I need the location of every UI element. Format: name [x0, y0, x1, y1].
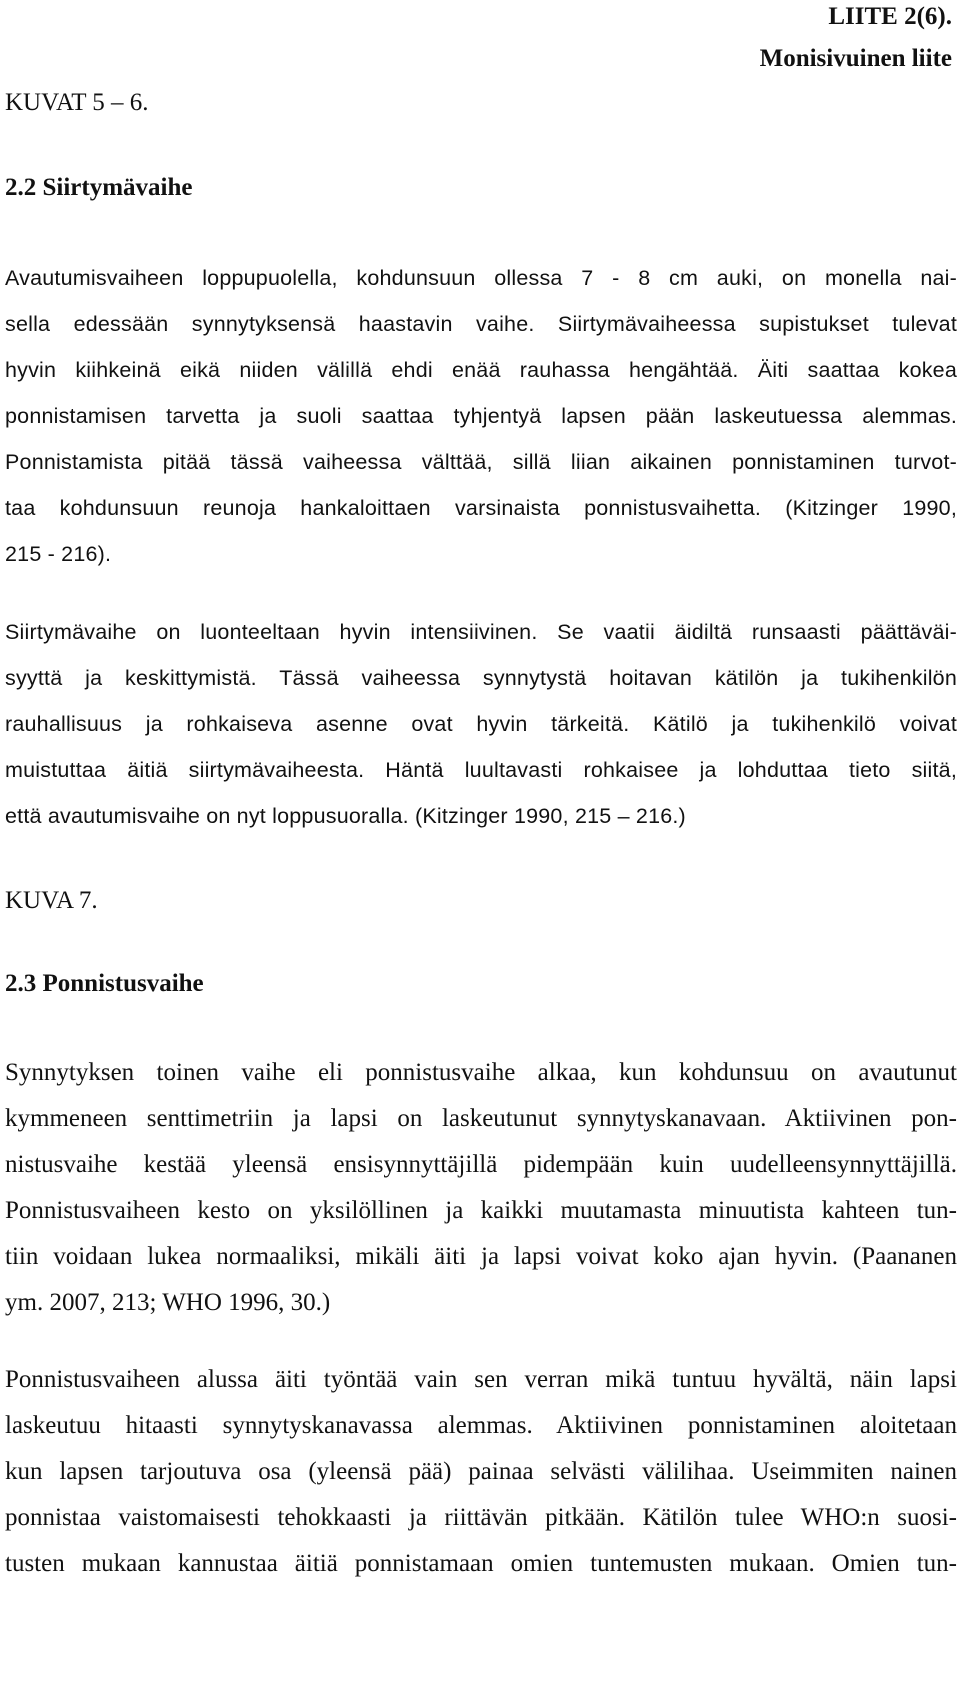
paragraph-line: tusten mukaan kannustaa äitiä ponnistamaan omien tuntemusten mukaan. Omien tun-	[5, 1550, 957, 1577]
paragraph-line: muistuttaa äitiä siirtymävaiheesta. Häntä luultavasti rohkaisee ja lohduttaa tieto siitä,	[5, 758, 957, 782]
figures-5-6-caption: KUVAT 5 – 6.	[5, 89, 149, 116]
paragraph-line: kun lapsen tarjoutuva osa (yleensä pää) painaa selvästi välilihaa. Useimmiten nainen	[5, 1458, 957, 1485]
paragraph-line: hyvin kiihkeinä eikä niiden välillä ehdi enää rauhassa hengähtää. Äiti saattaa kokea	[5, 358, 957, 382]
paragraph-line: taa kohdunsuun reunoja hankaloittaen varsinaista ponnistusvaihetta. (Kitzinger 1990,	[5, 496, 957, 520]
paragraph-line: ym. 2007, 213; WHO 1996, 30.)	[5, 1289, 331, 1316]
paragraph-line: laskeutuu hitaasti synnytyskanavassa alemmas. Aktiivinen ponnistaminen aloitetaan	[5, 1412, 957, 1439]
paragraph-line: Siirtymävaihe on luonteeltaan hyvin intensiivinen. Se vaatii äidiltä runsaasti päättäväi-	[5, 620, 957, 644]
paragraph-line: kymmeneen senttimetriin ja lapsi on laskeutunut synnytyskanavaan. Aktiivinen pon-	[5, 1105, 957, 1132]
paragraph-line: tiin voidaan lukea normaaliksi, mikäli äiti ja lapsi voivat koko ajan hyvin. (Paananen	[5, 1243, 957, 1270]
appendix-label: LIITE 2(6).	[828, 3, 952, 30]
paragraph-line: Ponnistamista pitää tässä vaiheessa välttää, sillä liian aikainen ponnistaminen turvot-	[5, 450, 957, 474]
paragraph-line: sella edessään synnytyksensä haastavin vaihe. Siirtymävaiheessa supistukset tulevat	[5, 312, 957, 336]
paragraph-line: nistusvaihe kestää yleensä ensisynnyttäjillä pidempään kuin uudelleensynnyttäjillä.	[5, 1151, 957, 1178]
paragraph-line: Ponnistusvaiheen alussa äiti työntää vain sen verran mikä tuntuu hyvältä, näin lapsi	[5, 1366, 957, 1393]
paragraph-line: Avautumisvaiheen loppupuolella, kohdunsuun ollessa 7 - 8 cm auki, on monella nai-	[5, 266, 957, 290]
paragraph-line: 215 - 216).	[5, 542, 112, 566]
section-2-2-heading: 2.2 Siirtymävaihe	[5, 174, 193, 201]
figure-7-caption: KUVA 7.	[5, 887, 98, 914]
section-2-3-heading: 2.3 Ponnistusvaihe	[5, 970, 204, 997]
paragraph-line: Synnytyksen toinen vaihe eli ponnistusvaihe alkaa, kun kohdunsuu on avautunut	[5, 1059, 957, 1086]
paragraph-line: rauhallisuus ja rohkaiseva asenne ovat hyvin tärkeitä. Kätilö ja tukihenkilö voivat	[5, 712, 957, 736]
paragraph-line: ponnistamisen tarvetta ja suoli saattaa tyhjentyä lapsen pään laskeutuessa alemmas.	[5, 404, 957, 428]
paragraph-line: ponnistaa vaistomaisesti tehokkaasti ja riittävän pitkään. Kätilön tulee WHO:n suosi-	[5, 1504, 957, 1531]
appendix-subtitle: Monisivuinen liite	[759, 45, 952, 72]
paragraph-line: Ponnistusvaiheen kesto on yksilöllinen ja kaikki muutamasta minuutista kahteen tun-	[5, 1197, 957, 1224]
paragraph-line: syyttä ja keskittymistä. Tässä vaiheessa synnytystä hoitavan kätilön ja tukihenkilön	[5, 666, 957, 690]
paragraph-line: että avautumisvaihe on nyt loppusuoralla. (Kitzinger 1990, 215 – 216.)	[5, 804, 686, 828]
